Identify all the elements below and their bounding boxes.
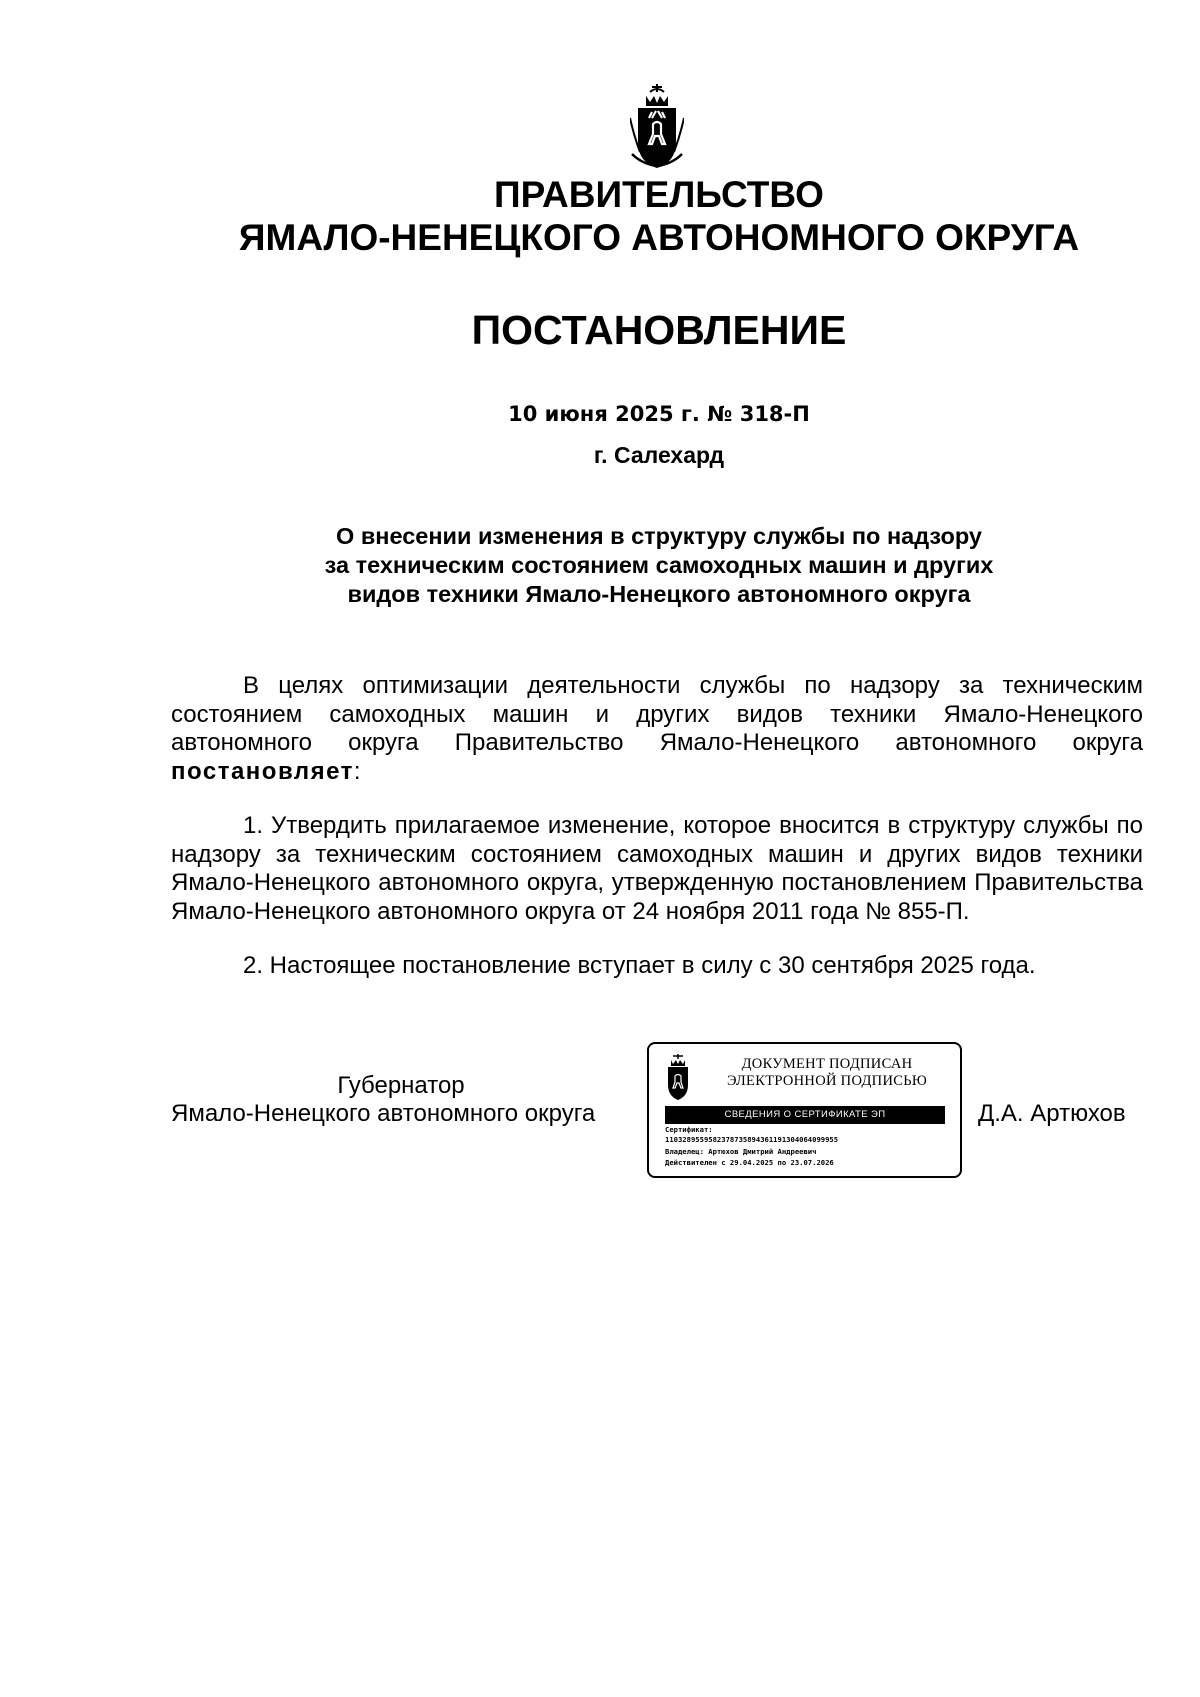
certificate-owner: Владелец: Артюхов Дмитрий Андреевич: [665, 1147, 817, 1156]
preamble-paragraph: [171, 672, 1143, 786]
organization-title-line1: ПРАВИТЕЛЬСТВО: [494, 174, 824, 215]
stamp-title-line: ДОКУМЕНТ ПОДПИСАН: [741, 1056, 913, 1072]
stamp-title: [701, 1056, 953, 1090]
organization-title-line2: ЯМАЛО-НЕНЕЦКОГО АВТОНОМНОГО ОКРУГА: [238, 217, 1080, 258]
certificate-info-bar: СВЕДЕНИЯ О СЕРТИФИКАТЕ ЭП: [665, 1106, 945, 1124]
subject-line: видов техники Ямало-Ненецкого автономного округа: [347, 581, 971, 607]
signatory-region: Ямало-Ненецкого автономного округа: [171, 1100, 596, 1127]
document-type: ПОСТАНОВЛЕНИЕ: [471, 307, 847, 353]
electronic-signature-stamp: [647, 1042, 962, 1178]
subject-line: за техническим состоянием самоходных машин и других: [324, 552, 994, 578]
keyword-postanovlyaet: постановляет: [171, 757, 354, 785]
keyword-suffix: :: [353, 757, 361, 785]
coat-of-arms-icon: [630, 84, 684, 174]
signatory-position: Губернатор: [337, 1072, 465, 1099]
certificate-number: 1103289559582378735894361191304064099955: [665, 1135, 839, 1144]
preamble-text: В целях оптимизации деятельности службы по надзору за техническим состоянием самоходных машин и других видов техники Ямало-Ненецкого автономного округа Правительство Ямало-Ненецкого автономного округа: [171, 672, 1143, 756]
certificate-label: Сертификат:: [665, 1125, 713, 1134]
document-city: г. Салехард: [593, 442, 725, 468]
signatory-name: Д.А. Артюхов: [978, 1100, 1126, 1127]
document-date-number: 10 июня 2025 г. № 318-П: [508, 402, 810, 426]
certificate-validity: Действителен с 29.04.2025 по 23.07.2026: [665, 1158, 834, 1167]
item-1-paragraph: 1. Утвердить прилагаемое изменение, которое вносится в структуру службы по надзору за техническим состоянием самоходных машин и других видов техники Ямало-Ненецкого автономного округа, утвержденную постановлением Правительства Ямало-Ненецкого автономного округа от 24 ноября 2011 года № 855-П.: [171, 812, 1143, 925]
item-2-paragraph: 2. Настоящее постановление вступает в силу с 30 сентября 2025 года.: [243, 952, 1036, 979]
coat-of-arms-icon: [663, 1054, 693, 1104]
document-subject: [200, 522, 1118, 609]
stamp-title-line: ЭЛЕКТРОННОЙ ПОДПИСЬЮ: [726, 1073, 928, 1089]
subject-line: О внесении изменения в структуру службы по надзору: [336, 523, 982, 549]
